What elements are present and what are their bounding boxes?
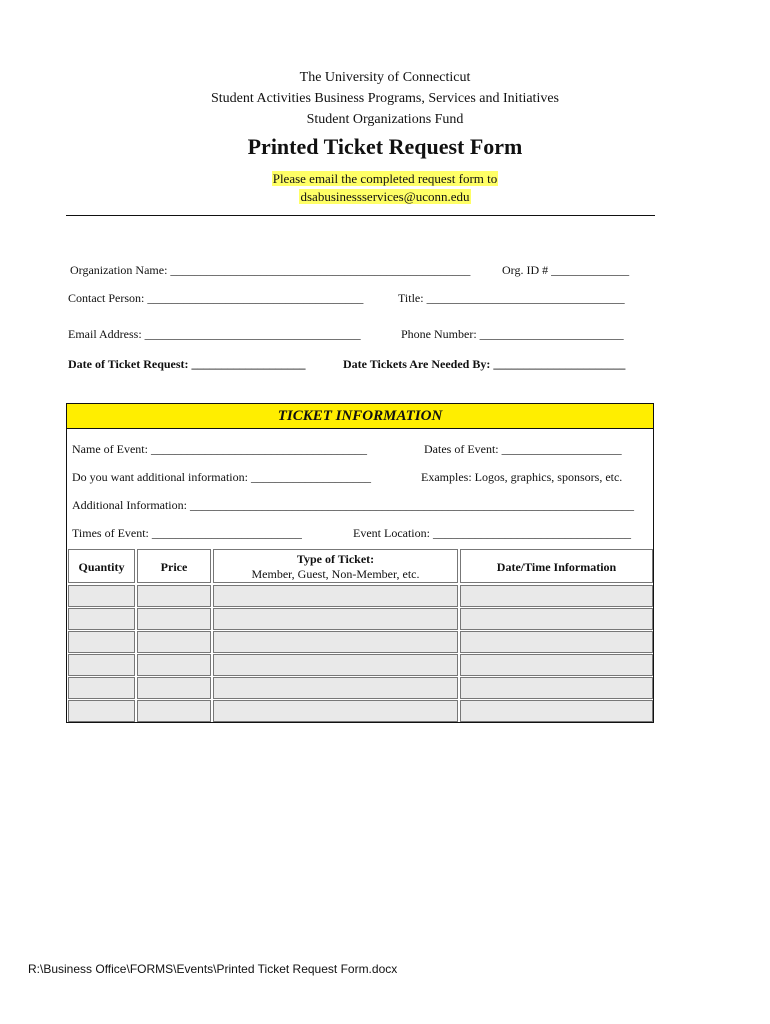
quantity-cell[interactable] bbox=[68, 631, 135, 653]
ticket-type-cell[interactable] bbox=[213, 608, 458, 630]
price-cell[interactable] bbox=[137, 585, 211, 607]
table-header-ticket-type bbox=[213, 549, 458, 583]
datetime-cell[interactable] bbox=[460, 585, 653, 607]
ticket-type-cell[interactable] bbox=[213, 700, 458, 722]
ticket-information-heading: TICKET INFORMATION bbox=[67, 404, 653, 429]
university-name: The University of Connecticut bbox=[299, 70, 471, 85]
quantity-cell[interactable] bbox=[68, 654, 135, 676]
table-header-price bbox=[137, 549, 211, 583]
org-id-field[interactable]: Org. ID # _____________ bbox=[502, 263, 630, 277]
department-name: Student Activities Business Programs, Services and Initiatives bbox=[210, 91, 560, 106]
organization-name-field[interactable]: Organization Name: __________________________________________________ bbox=[70, 263, 471, 277]
header-divider bbox=[66, 215, 655, 216]
datetime-cell[interactable] bbox=[460, 700, 653, 722]
price-cell[interactable] bbox=[137, 631, 211, 653]
ticket-type-cell[interactable] bbox=[213, 631, 458, 653]
email-instruction-line1: Please email the completed request form to bbox=[272, 171, 498, 186]
date-of-request-field[interactable]: Date of Ticket Request: ___________________ bbox=[68, 357, 306, 371]
price-label: Price bbox=[160, 560, 188, 574]
price-cell[interactable] bbox=[137, 677, 211, 699]
file-path-footer: R:\Business Office\FORMS\Events\Printed Ticket Request Form.docx bbox=[28, 962, 398, 976]
event-times-field[interactable]: Times of Event: _________________________ bbox=[72, 526, 302, 540]
quantity-cell[interactable] bbox=[68, 700, 135, 722]
fund-name: Student Organizations Fund bbox=[306, 112, 464, 127]
datetime-cell[interactable] bbox=[460, 677, 653, 699]
quantity-cell[interactable] bbox=[68, 585, 135, 607]
additional-info-examples: Examples: Logos, graphics, sponsors, etc. bbox=[421, 470, 623, 484]
date-needed-field[interactable]: Date Tickets Are Needed By: ______________________ bbox=[343, 357, 626, 371]
price-cell[interactable] bbox=[137, 654, 211, 676]
price-cell[interactable] bbox=[137, 608, 211, 630]
price-cell[interactable] bbox=[137, 700, 211, 722]
email-address-note bbox=[0, 188, 770, 206]
email-address-highlight: dsabusinessservices@uconn.edu bbox=[300, 189, 470, 204]
quantity-label: Quantity bbox=[78, 560, 125, 574]
datetime-label: Date/Time Information bbox=[496, 560, 617, 574]
email-instruction bbox=[0, 170, 770, 188]
form-title: Printed Ticket Request Form bbox=[247, 134, 523, 159]
table-header-quantity bbox=[68, 549, 135, 583]
event-dates-field[interactable]: Dates of Event: ____________________ bbox=[424, 442, 622, 456]
ticket-type-cell[interactable] bbox=[213, 585, 458, 607]
ticket-type-cell[interactable] bbox=[213, 654, 458, 676]
additional-info-question-field[interactable]: Do you want additional information: ____________________ bbox=[72, 470, 371, 484]
datetime-cell[interactable] bbox=[460, 608, 653, 630]
datetime-cell[interactable] bbox=[460, 654, 653, 676]
quantity-cell[interactable] bbox=[68, 608, 135, 630]
event-name-field[interactable]: Name of Event: ____________________________________ bbox=[72, 442, 367, 456]
title-field[interactable]: Title: _________________________________ bbox=[398, 291, 625, 305]
event-location-field[interactable]: Event Location: _________________________________ bbox=[353, 526, 631, 540]
email-address-field[interactable]: Email Address: ____________________________________ bbox=[68, 327, 361, 341]
ticket-type-cell[interactable] bbox=[213, 677, 458, 699]
ticket-type-sublabel: Member, Guest, Non-Member, etc. bbox=[251, 567, 420, 581]
quantity-cell[interactable] bbox=[68, 677, 135, 699]
datetime-cell[interactable] bbox=[460, 631, 653, 653]
table-header-datetime bbox=[460, 549, 653, 583]
phone-number-field[interactable]: Phone Number: ________________________ bbox=[401, 327, 624, 341]
ticket-type-label: Type of Ticket: bbox=[296, 552, 375, 566]
additional-information-field[interactable]: Additional Information: __________________________________________________________________________ bbox=[72, 498, 634, 512]
contact-person-field[interactable]: Contact Person: ____________________________________ bbox=[68, 291, 364, 305]
